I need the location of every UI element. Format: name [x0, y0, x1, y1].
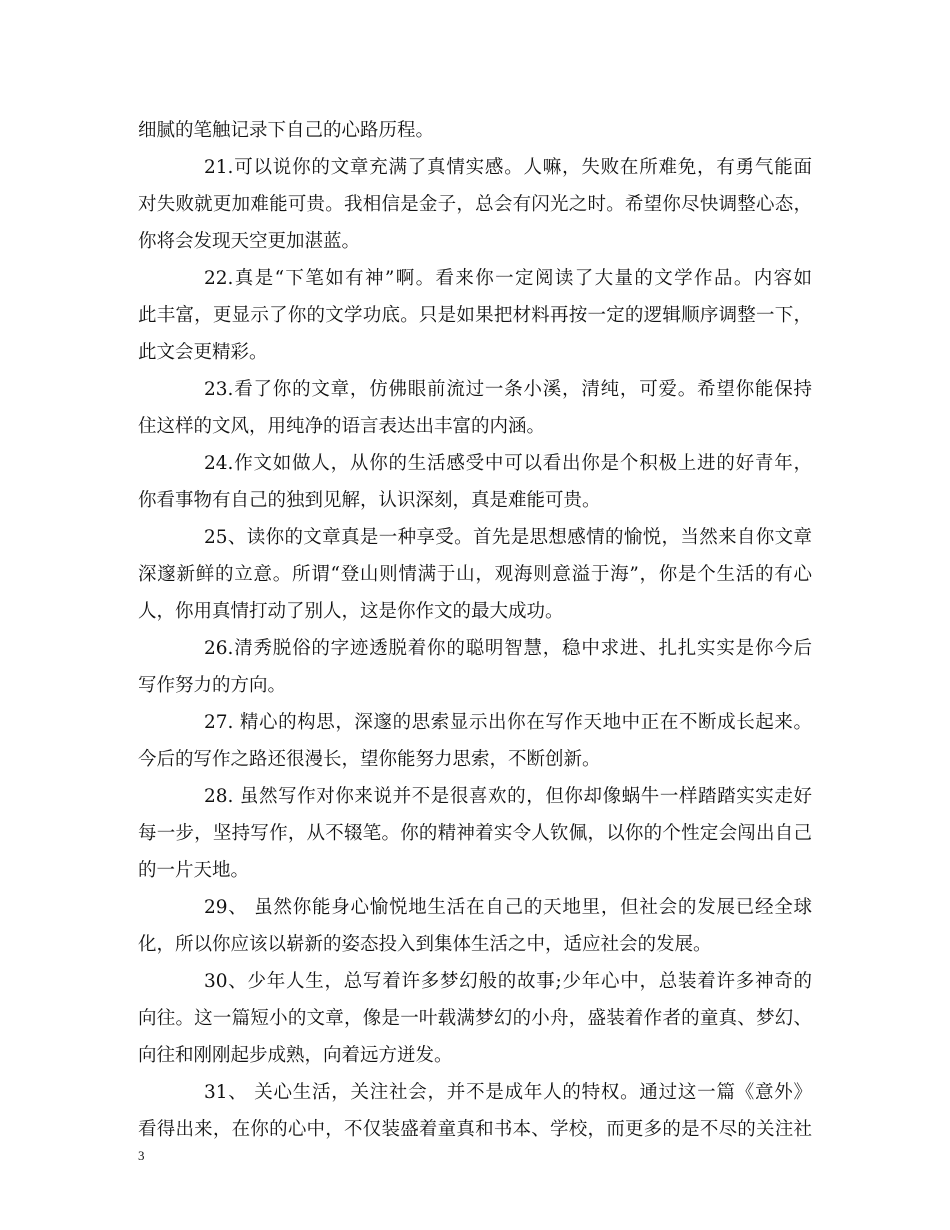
text-line: 23.看了你的文章，仿佛眼前流过一条小溪，清纯，可爱。希望你能保持 [204, 379, 812, 400]
text-line: 写作努力的方向。 [138, 675, 287, 696]
text-line: 26.清秀脱俗的字迹透脱着你的聪明智慧，稳中求进、扎扎实实是你今后 [204, 638, 812, 659]
text-line: 你将会发现天空更加湛蓝。 [138, 231, 361, 252]
text-line: 向往和刚刚起步成熟，向着远方迸发。 [138, 1045, 453, 1066]
text-line: 人，你用真情打动了别人，这是你作文的最大成功。 [138, 601, 564, 622]
text-line: 28. 虽然写作对你来说并不是很喜欢的，但你却像蜗牛一样踏踏实实走好 [204, 786, 812, 807]
text-line: 27. 精心的构思，深邃的思索显示出你在写作天地中正在不断成长起来。 [204, 712, 812, 733]
text-line: 化，所以你应该以崭新的姿态投入到集体生活之中，适应社会的发展。 [138, 934, 712, 955]
text-line: 住这样的文风，用纯净的语言表达出丰富的内涵。 [138, 416, 546, 437]
document-body [138, 112, 812, 1148]
text-line: 30、少年人生，总写着许多梦幻般的故事;少年心中，总装着许多神奇的 [204, 971, 812, 992]
text-line: 此文会更精彩。 [138, 342, 268, 363]
text-line: 25、读你的文章真是一种享受。首先是思想感情的愉悦，当然来自你文章 [204, 527, 812, 548]
text-line: 细腻的笔触记录下自己的心路历程。 [138, 120, 435, 141]
page-number: 3 [138, 1148, 145, 1163]
text-line: 29、 虽然你能身心愉悦地生活在自己的天地里，但社会的发展已经全球 [204, 897, 812, 918]
text-line: 21.可以说你的文章充满了真情实感。人嘛，失败在所难免，有勇气能面 [204, 157, 812, 178]
text-line: 今后的写作之路还很漫长，望你能努力思索，不断创新。 [138, 749, 601, 770]
text-line: 看得出来，在你的心中，不仅装盛着童真和书本、学校，而更多的是不尽的关注社 [138, 1119, 812, 1140]
text-line: 你看事物有自己的独到见解，认识深刻，真是难能可贵。 [138, 490, 601, 511]
text-line: 深邃新鲜的立意。所谓“登山则情满于山，观海则意溢于海”，你是个生活的有心 [138, 564, 812, 585]
text-line: 每一步，坚持写作，从不辍笔。你的精神着实令人钦佩，以你的个性定会闯出自己 [138, 823, 812, 844]
text-line: 的一片天地。 [138, 860, 250, 881]
text-line: 22.真是“下笔如有神”啊。看来你一定阅读了大量的文学作品。内容如 [204, 268, 812, 289]
text-line: 向往。这一篇短小的文章，像是一叶载满梦幻的小舟，盛装着作者的童真、梦幻、 [138, 1008, 812, 1029]
text-line: 此丰富，更显示了你的文学功底。只是如果把材料再按一定的逻辑顺序调整一下， [138, 305, 812, 326]
text-line: 24.作文如做人，从你的生活感受中可以看出你是个积极上进的好青年， [204, 453, 812, 474]
text-line: 对失败就更加难能可贵。我相信是金子，总会有闪光之时。希望你尽快调整心态， [138, 194, 812, 215]
text-line: 31、 关心生活，关注社会，并不是成年人的特权。通过这一篇《意外》 [204, 1082, 812, 1103]
